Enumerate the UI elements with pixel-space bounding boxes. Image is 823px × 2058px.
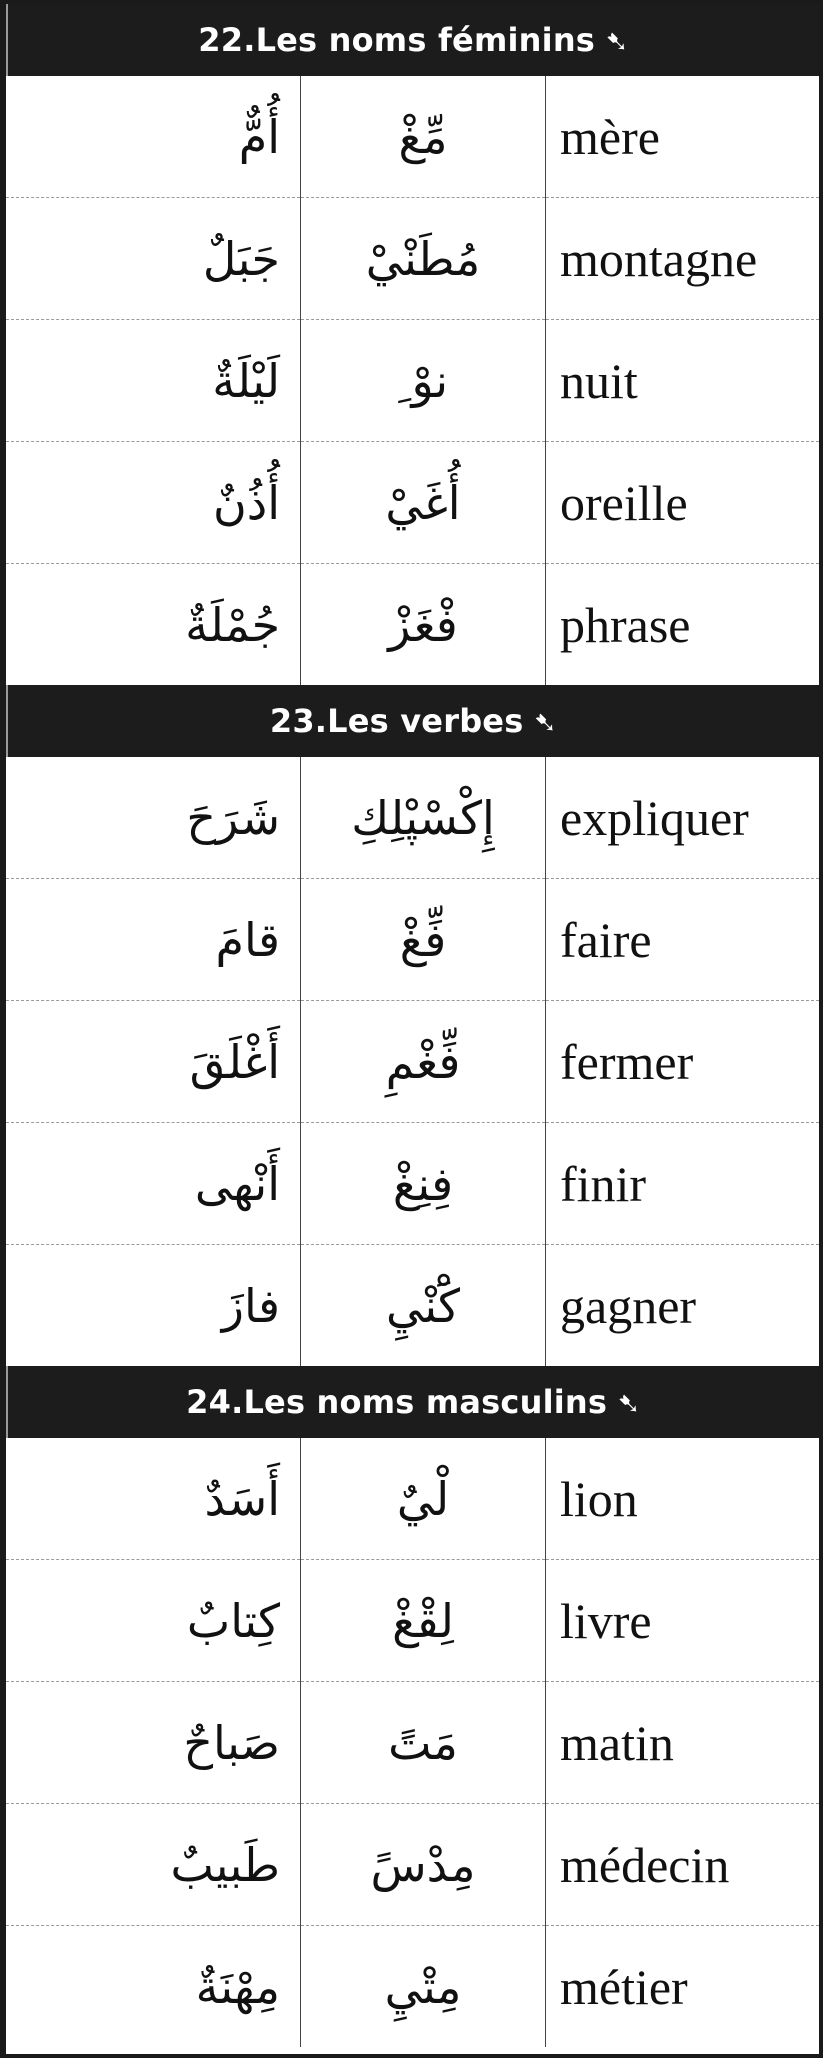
french-word: matin	[546, 1682, 820, 1804]
table-row	[6, 1804, 819, 1926]
table-row	[6, 198, 819, 320]
section-title: Les noms féminins	[255, 21, 596, 59]
transliteration: لِقْغْ	[392, 1593, 454, 1648]
transliteration: مَتً	[388, 1715, 458, 1770]
vocab-table	[6, 757, 819, 1366]
arabic-word: أَسَدٌ	[204, 1471, 280, 1526]
table-row	[6, 1245, 819, 1367]
transliteration: أُغَيْ	[385, 475, 461, 530]
section-header	[6, 685, 819, 757]
arrow-icon: ➷	[617, 1386, 641, 1420]
french-word: montagne	[546, 198, 820, 320]
table-row	[6, 1001, 819, 1123]
transliteration: فِّغْ	[399, 912, 447, 967]
arabic-word: طَبيبٌ	[170, 1837, 280, 1892]
french-word: faire	[546, 879, 820, 1001]
transliteration: فْغَزْ	[388, 597, 458, 652]
transliteration: مِدْسً	[370, 1837, 476, 1892]
arabic-word: فازَ	[221, 1278, 280, 1333]
transliteration: لْيٌ	[396, 1471, 450, 1526]
section-noms-feminins	[6, 4, 819, 685]
arabic-word: أُمٌّ	[238, 109, 280, 164]
french-word: métier	[560, 1958, 688, 2015]
french-word: gagner	[560, 1277, 697, 1334]
transliteration: مِّغْ	[398, 109, 448, 164]
french-word: fermer	[546, 1001, 820, 1123]
arabic-word: قامَ	[215, 912, 280, 967]
arrow-icon: ➷	[533, 705, 558, 739]
french-word: livre	[546, 1560, 820, 1682]
table-row	[6, 1123, 819, 1245]
french-word: oreille	[546, 442, 820, 564]
arabic-word: أَغْلَقَ	[189, 1034, 280, 1089]
table-row	[6, 564, 819, 686]
table-row	[6, 1926, 819, 2048]
section-header	[6, 1366, 819, 1438]
french-word: médecin	[546, 1804, 820, 1926]
section-number: 23.	[269, 702, 328, 740]
arabic-word: لَيْلَةٌ	[212, 353, 280, 408]
table-row	[6, 1438, 819, 1560]
table-row	[6, 1682, 819, 1804]
arabic-word: جُمْلَةٌ	[185, 597, 280, 652]
arrow-icon: ➷	[605, 24, 629, 58]
section-number: 22.	[198, 21, 256, 59]
arabic-word: صَباحٌ	[183, 1715, 280, 1770]
transliteration: نوْ ِ	[397, 353, 449, 408]
arabic-word: شَرَحَ	[186, 790, 280, 845]
arabic-word: أُذُنٌ	[212, 475, 280, 530]
transliteration: مُطَنْيْ	[365, 231, 481, 286]
table-row	[6, 442, 819, 564]
french-word: mère	[546, 76, 820, 198]
transliteration: مِتْيِ	[384, 1959, 462, 2014]
table-row	[6, 76, 819, 198]
section-noms-masculins	[6, 1366, 819, 2047]
section-title: Les verbes	[327, 702, 524, 740]
arabic-word: كِتابٌ	[186, 1593, 280, 1648]
transliteration: فِنِغْ	[392, 1156, 454, 1211]
section-header	[6, 4, 819, 76]
transliteration: فِّغْمِ	[385, 1034, 461, 1089]
arabic-word: جَبَلٌ	[202, 231, 280, 286]
french-word: lion	[546, 1438, 820, 1560]
table-row	[6, 879, 819, 1001]
french-word: expliquer	[546, 757, 820, 879]
transliteration: كَْنْيِ	[385, 1278, 461, 1333]
arabic-word: أَنْهى	[194, 1156, 280, 1211]
table-row	[6, 757, 819, 879]
section-title: Les noms masculins	[243, 1383, 608, 1421]
vocab-table	[6, 1438, 819, 2047]
section-number: 24.	[186, 1383, 244, 1421]
table-row	[6, 320, 819, 442]
transliteration: إِكْسْپْلِكِ	[351, 790, 495, 845]
french-word: finir	[546, 1123, 820, 1245]
french-word: nuit	[546, 320, 820, 442]
section-verbes	[6, 685, 819, 1366]
french-word: phrase	[560, 596, 691, 653]
table-row	[6, 1560, 819, 1682]
vocab-table	[6, 76, 819, 685]
arabic-word: مِهْنَةٌ	[195, 1959, 280, 2014]
